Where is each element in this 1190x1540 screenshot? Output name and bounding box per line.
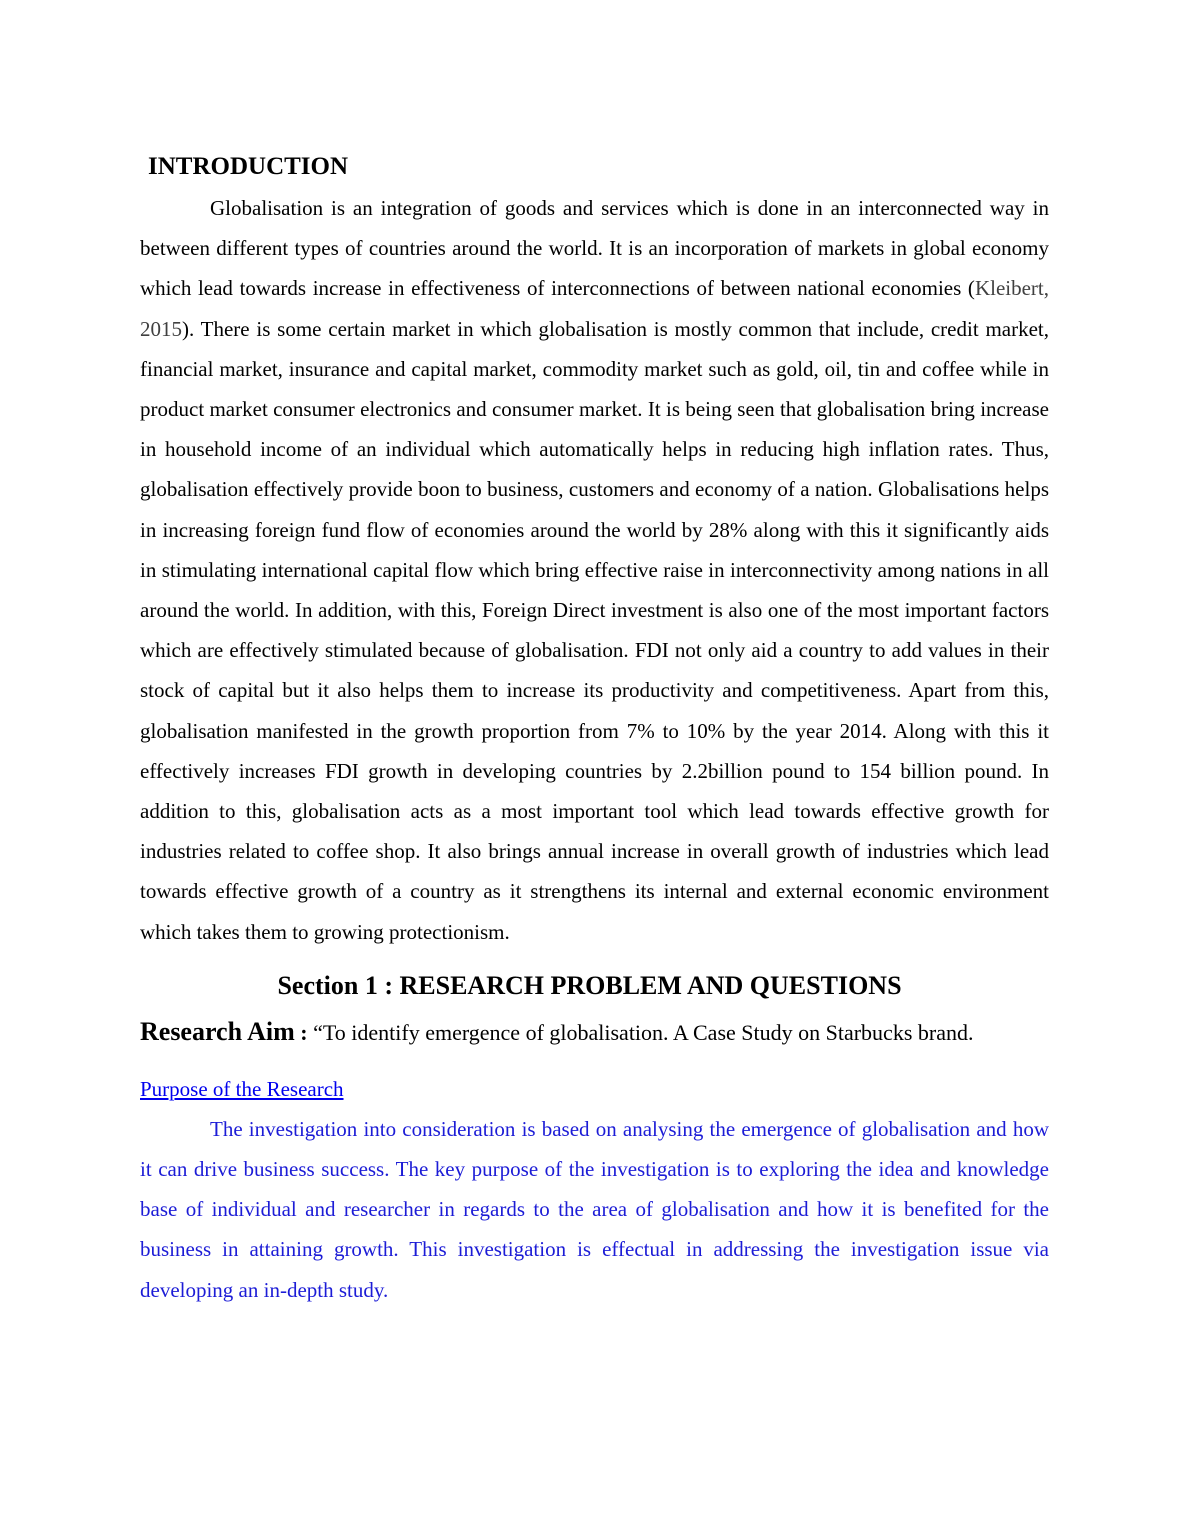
- research-aim-line: [140, 1012, 1049, 1053]
- introduction-paragraph: [140, 188, 1049, 952]
- purpose-paragraph: The investigation into consideration is based on analysing the emergence of globalisation and how it can drive business success. The key purpose of the investigation is to exploring the idea and knowledge base of individual and researcher in regards to the area of globalisation and how it is benefited for the business in attaining growth. This investigation is effectual in addressing the investigation issue via developing an in-depth study.: [140, 1116, 1049, 1302]
- research-aim-label: Research Aim: [140, 1016, 295, 1046]
- intro-text-part-2: ). There is some certain market in which globalisation is mostly common that include, credit market, financial market, insurance and capital market, commodity market such as gold, oil, tin and coffee while in product market consumer electronics and consumer market. It is being seen that globalisation bring increase in household income of an individual which automatically helps in reducing high inflation rates. Thus, globalisation effectively provide boon to business, customers and economy of a nation. Globalisations helps in increasing foreign fund flow of economies around the world by 28% along with this it significantly aids in stimulating international capital flow which bring effective raise in interconnectivity among nations in all around the world. In addition, with this, Foreign Direct investment is also one of the most important factors which are effectively stimulated because of globalisation. FDI not only aid a country to add values in their stock of capital but it also helps them to increase its productivity and competitiveness. Apart from this, globalisation manifested in the growth proportion from 7% to 10% by the year 2014. Along with this it effectively increases FDI growth in developing countries by 2.2billion pound to 154 billion pound. In addition to this, globalisation acts as a most important tool which lead towards effective growth for industries related to coffee shop. It also brings annual increase in overall growth of industries which lead towards effective growth of a country as it strengthens its internal and external economic environment which takes them to growing protectionism.: [140, 316, 1049, 944]
- introduction-heading: INTRODUCTION: [148, 153, 349, 180]
- document-content: [140, 148, 1049, 1310]
- research-aim-text: “To identify emergence of globalisation. A Case Study on Starbucks brand.: [313, 1019, 974, 1045]
- research-aim-colon: :: [294, 1019, 314, 1045]
- purpose-of-research-link[interactable]: Purpose of the Research: [140, 1076, 344, 1101]
- section-1-heading: Section 1 : RESEARCH PROBLEM AND QUESTIONS: [277, 970, 902, 1000]
- citation-kleibert: Kleibert, 2015: [140, 276, 1049, 341]
- intro-text-part-1: Globalisation is an integration of goods and services which is done in an interconnected way in between different types of countries around the world. It is an incorporation of markets in global economy which lead towards increase in effectiveness of interconnections of between national economies (: [140, 196, 1049, 301]
